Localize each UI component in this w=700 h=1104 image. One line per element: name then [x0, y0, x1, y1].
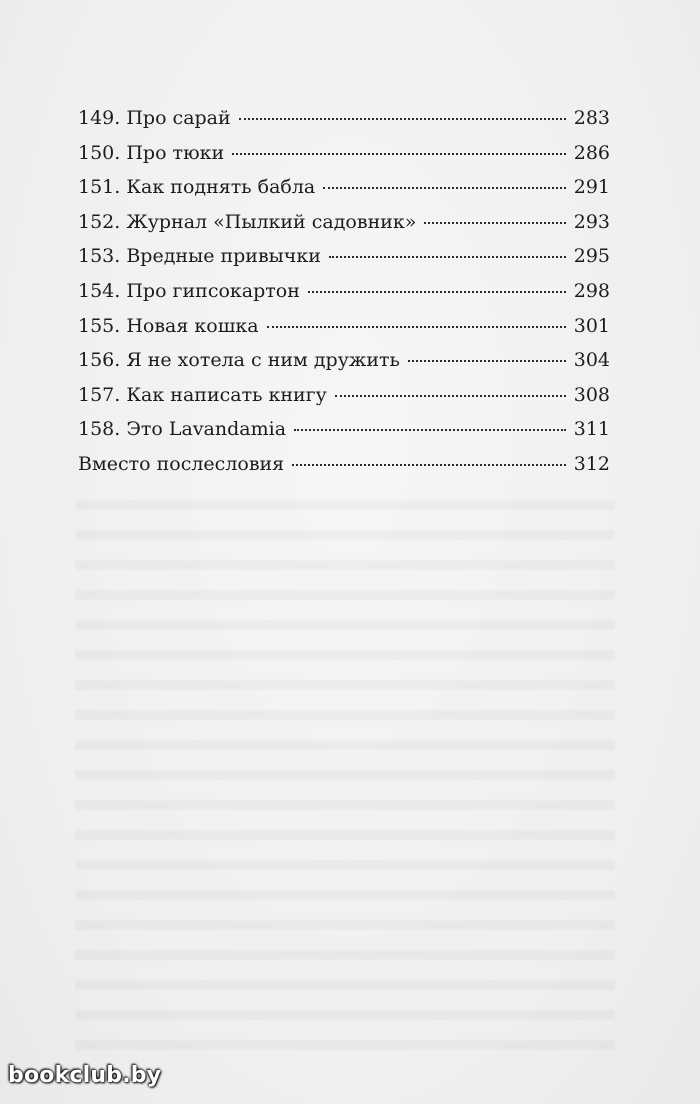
- toc-entry: [78, 243, 610, 278]
- toc-entry-title: 153. Вредные привычки: [78, 245, 321, 268]
- dot-leader: [232, 153, 566, 155]
- toc-entry: [78, 140, 610, 175]
- toc-entry-page: 295: [573, 245, 610, 268]
- dot-leader: [323, 187, 565, 189]
- toc-entry: [78, 174, 610, 209]
- dot-leader: [424, 222, 565, 224]
- toc-entry-page: 293: [573, 210, 610, 233]
- toc-entry-page: 312: [573, 452, 610, 475]
- toc-entry-title: 150. Про тюки: [78, 141, 225, 164]
- toc-entry-page: 283: [573, 107, 610, 129]
- toc-entry: [78, 416, 610, 451]
- toc-entry-title: Вместо послесловия: [78, 452, 285, 475]
- toc-entry: [78, 313, 610, 348]
- site-watermark: bookclub.by: [8, 1063, 162, 1088]
- toc-entry-page: 311: [573, 418, 610, 441]
- toc-entry-title: 151. Как поднять бабла: [78, 176, 316, 199]
- toc-entry-title: 155. Новая кошка: [78, 314, 259, 337]
- dot-leader: [408, 360, 566, 362]
- dot-leader: [335, 395, 566, 397]
- dot-leader: [308, 291, 566, 293]
- toc-entry-title: 158. Это Lavandamia: [78, 418, 287, 441]
- toc-entry-page: 301: [573, 314, 610, 337]
- toc-entry: [78, 209, 610, 244]
- dot-leader: [267, 326, 566, 328]
- toc-entry: [78, 451, 610, 486]
- toc-entry: [78, 105, 610, 140]
- dot-leader: [239, 118, 566, 120]
- toc-entry-title: 152. Журнал «Пылкий садовник»: [78, 210, 417, 233]
- toc-entry-page: 298: [573, 279, 610, 302]
- table-of-contents: [78, 105, 610, 486]
- toc-entry-title: 149. Про сарай: [78, 107, 231, 129]
- toc-entry-title: 156. Я не хотела с ним дружить: [78, 349, 400, 372]
- show-through-text: [75, 480, 615, 1050]
- toc-entry-page: 286: [573, 141, 610, 164]
- toc-entry-title: 154. Про гипсокартон: [78, 279, 300, 302]
- toc-entry-page: 291: [573, 176, 610, 199]
- toc-entry-title: 157. Как написать книгу: [78, 383, 327, 406]
- toc-entry-page: 304: [573, 349, 610, 372]
- toc-entry: [78, 278, 610, 313]
- toc-entry: [78, 347, 610, 382]
- toc-entry-page: 308: [573, 383, 610, 406]
- toc-entry: [78, 382, 610, 417]
- dot-leader: [329, 256, 566, 258]
- dot-leader: [294, 429, 566, 431]
- dot-leader: [292, 464, 566, 466]
